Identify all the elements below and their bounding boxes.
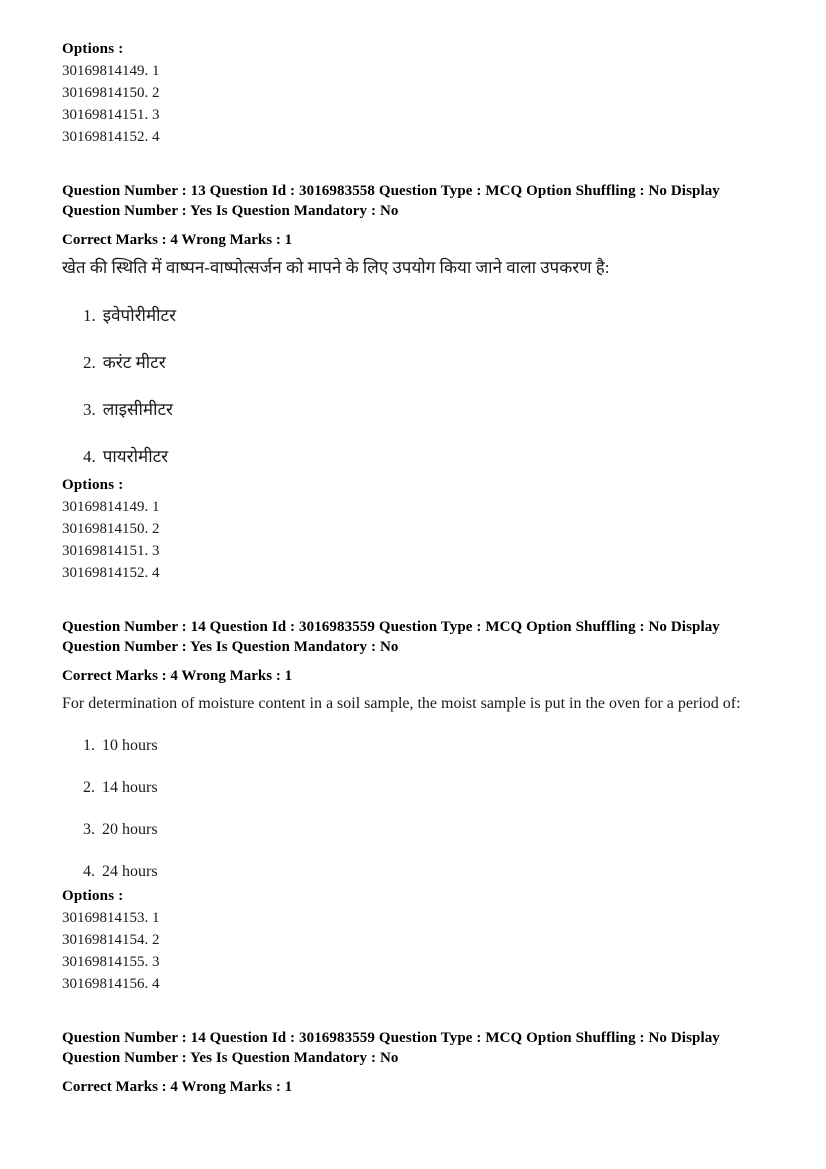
- question-14-repeat-marks: Correct Marks : 4 Wrong Marks : 1: [62, 1079, 293, 1095]
- options-block-1: [62, 38, 764, 148]
- choice-item: [62, 398, 764, 422]
- options-block-3: [62, 885, 764, 995]
- option-id-line: 30169814153. 1: [62, 910, 160, 926]
- option-id-line: 30169814149. 1: [62, 499, 160, 515]
- option-id-line: 30169814151. 3: [62, 107, 160, 123]
- option-id-line: 30169814151. 3: [62, 543, 160, 559]
- option-id-line: 30169814154. 2: [62, 932, 160, 948]
- choice-text: 24 hours: [102, 863, 158, 880]
- option-id-line: 30169814156. 4: [62, 976, 160, 992]
- choice-item: [62, 304, 764, 328]
- choice-text: पायरोमीटर: [102, 447, 169, 466]
- choice-text: करंट मीटर: [102, 353, 166, 372]
- options-label: Options :: [62, 888, 124, 904]
- choice-item: [62, 736, 764, 756]
- question-13-choices: [62, 304, 764, 469]
- choice-number: 4.: [83, 447, 96, 466]
- question-14-block: [62, 617, 764, 882]
- options-block-2: [62, 474, 764, 584]
- choice-item: [62, 862, 764, 882]
- choice-number: 3.: [83, 400, 96, 419]
- choice-number: 4.: [83, 863, 95, 880]
- choice-number: 3.: [83, 821, 95, 838]
- choice-number: 1.: [83, 737, 95, 754]
- choice-item: [62, 351, 764, 375]
- choice-text: 20 hours: [102, 821, 158, 838]
- question-13-text: खेत की स्थिति में वाष्पन-वाष्पोत्सर्जन को मापने के लिए उपयोग किया जाने वाला उपकरण है:: [62, 258, 610, 277]
- option-id-line: 30169814155. 3: [62, 954, 160, 970]
- option-id-line: 30169814152. 4: [62, 565, 160, 581]
- option-id-line: 30169814149. 1: [62, 63, 160, 79]
- question-14-repeat-header: Question Number : 14 Question Id : 3016983559 Question Type : MCQ Option Shuffling : No Display Question Number : Yes Is Question Mandatory : No: [62, 1030, 720, 1066]
- choice-item: [62, 778, 764, 798]
- question-13-block: [62, 181, 764, 469]
- question-14-choices: [62, 736, 764, 882]
- choice-text: 14 hours: [102, 779, 158, 796]
- choice-number: 2.: [83, 779, 95, 796]
- choice-text: इवेपोरीमीटर: [102, 306, 177, 325]
- question-14-text: For determination of moisture content in a soil sample, the moist sample is put in the oven for a period of:: [62, 695, 741, 712]
- option-id-line: 30169814152. 4: [62, 129, 160, 145]
- question-14-marks: Correct Marks : 4 Wrong Marks : 1: [62, 668, 293, 684]
- choice-item: [62, 445, 764, 469]
- options-label: Options :: [62, 41, 124, 57]
- choice-item: [62, 820, 764, 840]
- option-id-line: 30169814150. 2: [62, 521, 160, 537]
- options-label: Options :: [62, 477, 124, 493]
- choice-number: 1.: [83, 306, 96, 325]
- option-id-line: 30169814150. 2: [62, 85, 160, 101]
- question-13-marks: Correct Marks : 4 Wrong Marks : 1: [62, 232, 293, 248]
- choice-text: लाइसीमीटर: [102, 400, 174, 419]
- question-14-header: Question Number : 14 Question Id : 3016983559 Question Type : MCQ Option Shuffling : No Display Question Number : Yes Is Question Mandatory : No: [62, 619, 720, 655]
- question-14-repeat-block: [62, 1028, 764, 1097]
- choice-text: 10 hours: [102, 737, 158, 754]
- question-13-header: Question Number : 13 Question Id : 3016983558 Question Type : MCQ Option Shuffling : No Display Question Number : Yes Is Question Mandatory : No: [62, 183, 720, 219]
- choice-number: 2.: [83, 353, 96, 372]
